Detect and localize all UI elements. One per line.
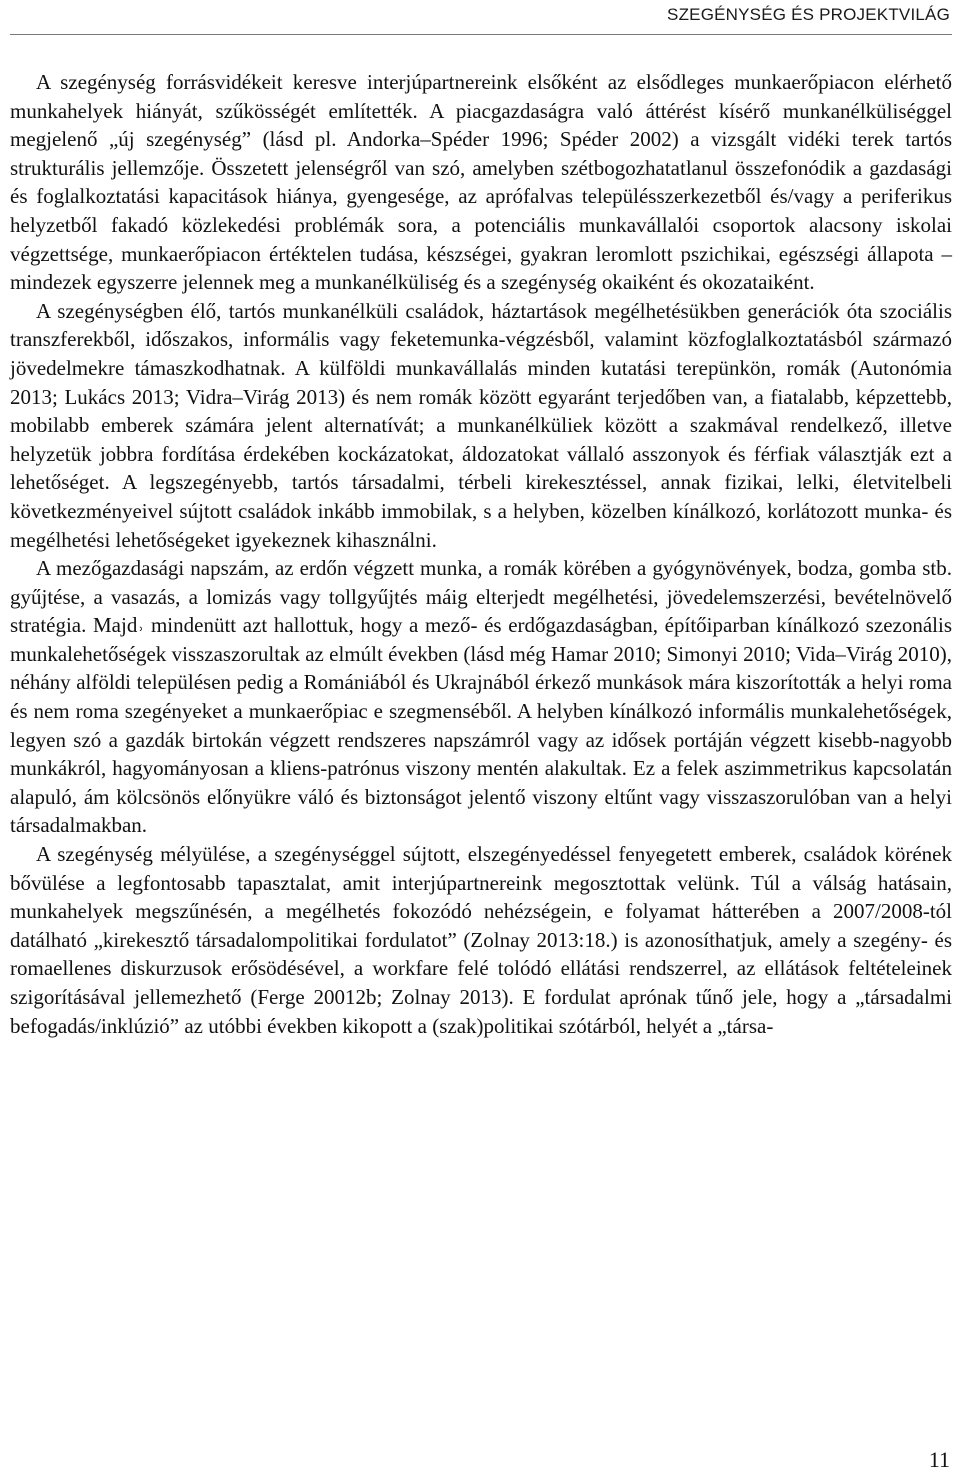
paragraph: A szegénység mélyülése, a szegénységgel sújtott, elszegényedéssel fenyegetett emberek, családok körének bővülése a legfontosabb tapasztalat, amit interjúpartnereink megosztottak velünk. Túl a válság hatásain, munkahelyek megszűnésén, a megélhetés fokozódó nehézségein, e folyamat hátterében a 2007/2008-tól datálható „kirekesztő társadalompolitikai fordulatot” (Zolnay 2013:18.) is azonosíthatjuk, amely a szegény- és romaellenes diskurzusok erősödésével, a workfare felé tolódó ellátási rendszerrel, az ellátások feltételeinek szigorításával jellemezhető (Ferge 20012b; Zolnay 2013). E fordulat aprónak tűnő jele, hogy a „társadalmi befogadás/inklúzió” az utóbbi években kikopott a (szak)politikai szótárból, helyét a „társa- xyxy=(10,842,952,1038)
main-text xyxy=(10,68,952,1040)
paragraph: A mezőgazdasági napszám, az erdőn végzett munka, a romák körében a gyógynövények, bodza, gomba stb. gyűjtése, a vasazás, a lomizás vagy tollgyűjtés máig elterjedt megélhetési, jövedelemszerzési, bevételnövelő stratégia. Majd˒ mindenütt azt hallottuk, hogy a mező- és erdőgazdaságban, építőiparban kínálkozó szezonális munkalehetőségek visszaszorultak az elmúlt években (lásd még Hamar 2010; Simonyi 2010; Vida–Virág 2010), néhány alföldi településen pedig a Romániából és Ukrajnából érkező munkások mára kiszorították a helyi roma és nem roma szegényeket a munkaerőpiac e szegmenséből. A helyben kínálkozó informális munkalehetőségek, legyen szó a gazdák birtokán végzett rendszeres napszámról vagy az idősek portáján végzett kisebb-nagyobb munkákról, hagyományosan a kliens-patrónus viszony mentén alakultak. Ez a felek aszimmetrikus kapcsolatán alapuló, ám kölcsönös előnyükre váló és biztonságot jelentő viszony eltűnt vagy visszaszorulóban van a helyi társadalmakban. xyxy=(10,556,952,838)
header-divider xyxy=(10,34,952,35)
page-number: 11 xyxy=(928,1447,950,1472)
paragraph: A szegénységben élő, tartós munkanélküli családok, háztartások megélhetésükben generációk óta szociális transzferekből, időszakos, informális vagy feketemunka-végzésből, valamint közfoglalkoztatásból származó jövedelmekre támaszkodhatnak. A külföldi munkavállalás minden kutatási terepünkön, romák (Autonómia 2013; Lukács 2013; Vidra–Virág 2013) és nem romák között egyaránt terjedőben van, a fiatalabb, képzettebb, mobilabb emberek számára jelent alternatívát; a munkanélküliek között a szakmával rendelkező, illetve helyzetük jobbra fordítása érdekében kockázatokat, áldozatokat vállaló asszonyok és férfiak választják ezt a lehetőséget. A legszegényebb, tartós társadalmi, térbeli kirekesztéssel, annak fizikai, lelki, életvitelbeli következményeivel sújtott családok inkább immobilak, s a helyben, közelben kínálkozó, korlátozott munka- és megélhetési lehetőségeket igyekeznek kihasználni. xyxy=(10,298,952,552)
running-header-title: SZEGÉNYSÉG ÉS PROJEKTVILÁG xyxy=(667,5,950,24)
paragraph: A szegénység forrásvidékeit keresve interjúpartnereink elsőként az elsődleges munkaerőpiacon elérhető munkahelyek hiányát, szűkösségét említették. A piacgazdaságra való áttérést kísérő munkanélküliséggel megjelenő „új szegénység” (lásd pl. Andorka–Spéder 1996; Spéder 2002) a vizsgált vidéki terek tartós strukturális jellemzője. Összetett jelenségről van szó, amelyben szétbogozhatatlanul összefonódik a gazdasági és foglalkoztatási kapacitások hiánya, gyengesége, az aprófalvas településszerkezetből és/vagy a periferikus helyzetből fakadó közlekedési problémák sora, a potenciális munkavállalói csoportok alacsony iskolai végzettsége, munkaerőpiacon értéktelen tudása, készségei, gyakran leromlott pszichikai, egészségi állapota – mindezek egyszerre jelennek meg a munkanélküliség és a szegénység okaiként és okozataiként. xyxy=(10,70,952,295)
